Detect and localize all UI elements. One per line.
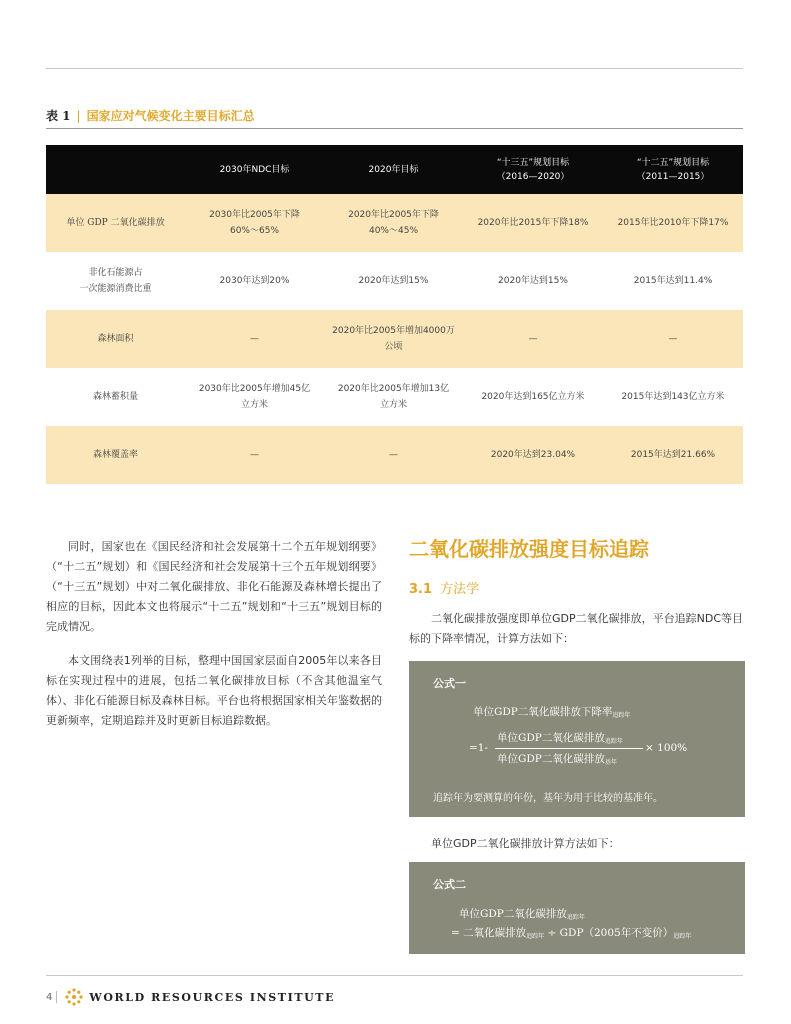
table-cell: —: [185, 426, 324, 484]
formula-two-intro: 单位GDP二氧化碳排放计算方法如下：: [431, 837, 620, 850]
caption-separator: |: [76, 109, 81, 123]
header-cell: “十二五”规划目标 （2011—2015）: [603, 145, 743, 194]
table-title: 国家应对气候变化主要目标汇总: [86, 109, 255, 123]
formula-one-note: 追踪年为要测算的年份，基年为用于比较的基准年。: [433, 793, 663, 804]
table-cell: 2030年比2005年增加45亿 立方米: [198, 384, 311, 410]
page-footer: [46, 988, 335, 1006]
formula-one-lhs: 单位GDP二氧化碳排放下降率$_{追踪年}$: [473, 706, 631, 719]
formula-one-numerator: 单位GDP二氧化碳排放$_{追踪年}$: [497, 732, 623, 745]
row-label: 森林覆盖率: [46, 426, 185, 484]
formula-two-title: 公式二: [433, 878, 466, 891]
formula-one-title: 公式一: [433, 677, 466, 690]
table-cell: 2020年达到23.04%: [463, 426, 603, 484]
organization-name: WORLD RESOURCES INSTITUTE: [89, 990, 336, 1004]
table-cell: 2020年比2005年增加13亿 立方米: [337, 384, 450, 410]
table-caption: [46, 107, 255, 124]
table-cell: 2015年比2010年下降17%: [603, 194, 743, 252]
formula-two-line2: = 二氧化碳排放$_{追踪年}$ ÷ GDP（2005年不变价）$_{追踪年}$: [451, 927, 692, 940]
table-cell: 2015年达到11.4%: [633, 276, 713, 286]
table-cell: 2020年比2015年下降18%: [463, 194, 603, 252]
footer-divider: [56, 991, 57, 1003]
row-label: 森林蓄积量: [92, 392, 138, 402]
table-cell: 2015年达到143亿立方米: [621, 392, 725, 402]
table-cell: 2020年达到15%: [498, 276, 568, 286]
table-cell: —: [603, 310, 743, 368]
table-cell: 2015年达到21.66%: [603, 426, 743, 484]
wri-logo-icon: [65, 988, 83, 1006]
body-text-left: [46, 537, 382, 745]
section-title: 二氧化碳排放强度目标追踪: [409, 537, 649, 561]
table-cell: 2020年比2005年增加4000万 公顷: [324, 310, 463, 368]
formula-two-box: [409, 862, 745, 954]
table-cell: —: [324, 426, 463, 484]
row-label: 非化石能源占 一次能源消费比重: [79, 268, 152, 294]
page-number: 4: [46, 991, 53, 1003]
header-cell: “十三五”规划目标 （2016—2020）: [463, 145, 603, 194]
table-cell: —: [463, 310, 603, 368]
section-column: [409, 535, 745, 649]
table-row: [46, 252, 743, 310]
formula-one-suffix: × 100%: [645, 742, 688, 754]
table-cell: 2030年比2005年下降 60%～65%: [185, 194, 324, 252]
footer-rule: [46, 975, 743, 976]
subsection-title: 方法学: [440, 582, 480, 597]
subsection-heading: [409, 581, 745, 599]
header-cell: [46, 145, 185, 194]
header-cell: 2030年NDC目标: [185, 145, 324, 194]
table-row: [46, 426, 743, 484]
caption-rule: [46, 128, 743, 129]
subsection-number: 3.1: [409, 582, 433, 597]
top-rule: [46, 68, 743, 69]
table-row: [46, 368, 743, 426]
fraction-bar: [495, 748, 643, 749]
method-paragraph: 二氧化碳排放强度即单位GDP二氧化碳排放，平台追踪NDC等目标的下降率情况，计算方法如下：: [409, 612, 744, 645]
table-cell: 2030年达到20%: [219, 276, 290, 286]
formula-one-denominator: 单位GDP二氧化碳排放$_{基年}$: [497, 753, 617, 766]
targets-table: [46, 145, 743, 484]
table-cell: —: [185, 310, 324, 368]
row-label: 单位 GDP 二氧化碳排放: [46, 194, 185, 252]
formula-one-box: [409, 661, 745, 817]
body-paragraph: 本文围绕表1列举的目标，整理中国国家层面自2005年以来各目标在实现过程中的进展，包括二氧化碳排放目标（不含其他温室气体）、非化石能源目标及森林目标。平台也将根据国家相关年鉴数据的更新频率，定期追踪并及时更新目标追踪数据。: [46, 654, 382, 727]
formula-two-line1: 单位GDP二氧化碳排放$_{追踪年}$: [459, 908, 585, 921]
table-cell: 2020年达到15%: [358, 276, 429, 286]
table-cell: 2020年比2005年下降 40%～45%: [324, 194, 463, 252]
row-label: 森林面积: [46, 310, 185, 368]
table-number: 表 1: [46, 109, 71, 123]
table-cell: 2020年达到165亿立方米: [481, 392, 585, 402]
table-row: [46, 310, 743, 368]
table-row: [46, 194, 743, 252]
header-cell: 2020年目标: [324, 145, 463, 194]
table-header-row: [46, 145, 743, 194]
body-paragraph: 同时，国家也在《国民经济和社会发展第十二个五年规划纲要》（“十二五”规划）和《国民经济和社会发展第十三个五年规划纲要》（“十三五”规划）中对二氧化碳排放、非化石能源及森林增长提出了相应的目标，因此本文也将展示“十二五”规划和“十三五”规划目标的完成情况。: [46, 540, 382, 633]
formula-one-prefix: =1-: [469, 742, 489, 754]
